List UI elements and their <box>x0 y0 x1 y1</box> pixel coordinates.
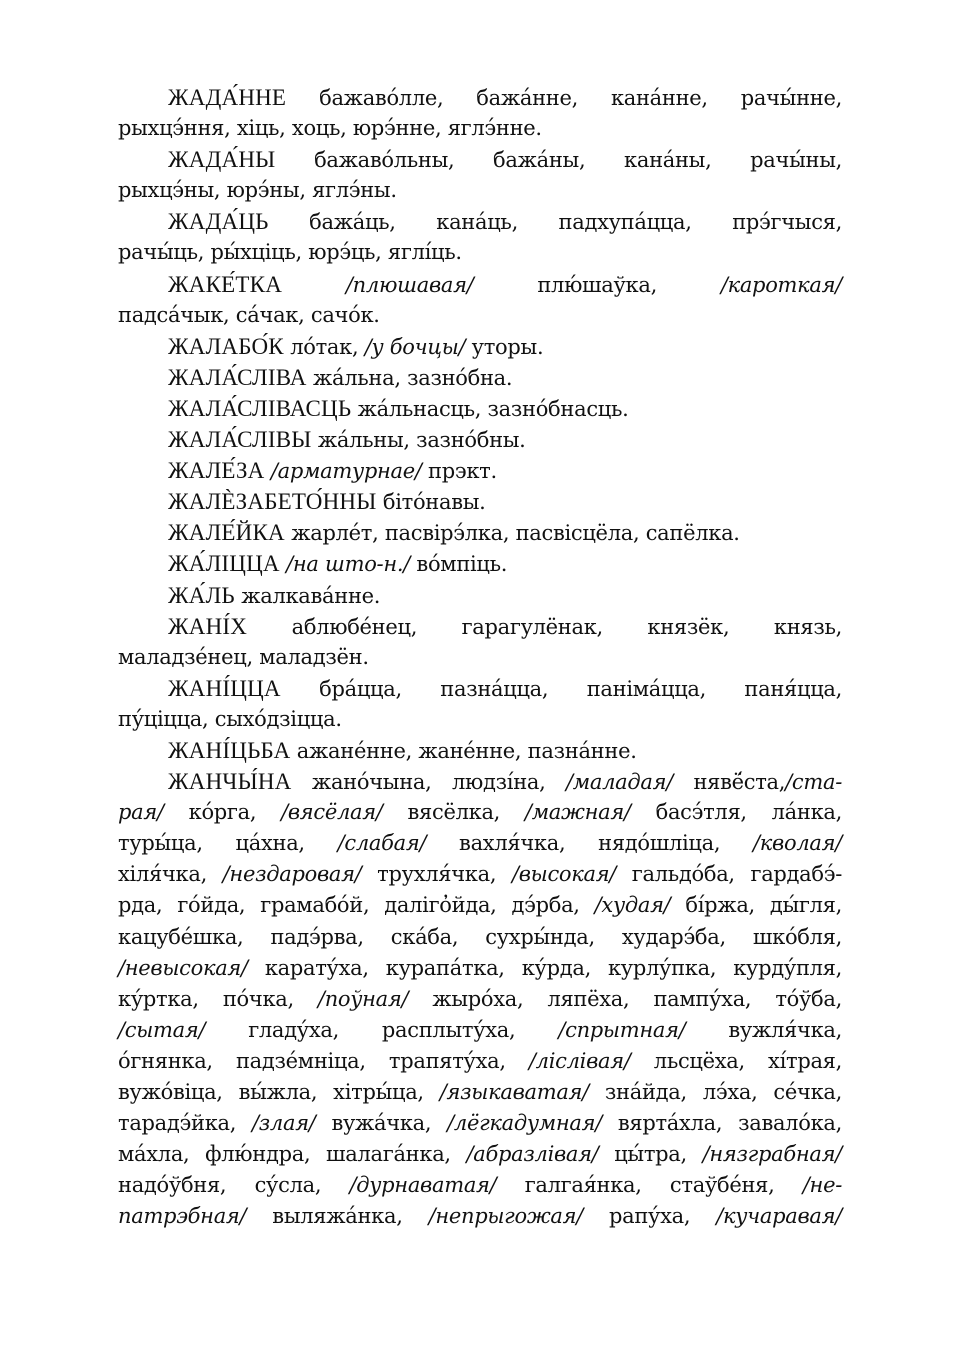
synonym-text: плю́шаўка, <box>473 272 721 297</box>
synonym-text: вужо́віца, вы́жла, хітры́ца, <box>118 1080 440 1104</box>
synonym-text: аблюбе́нец, гарагулёнак, князёк, князь, <box>247 614 842 639</box>
usage-qualifier: /злая/ <box>251 1111 316 1136</box>
synonym-text: вужля́чка, <box>685 1017 843 1042</box>
synonym-text: цы́тра, <box>598 1142 703 1167</box>
text-line <box>118 1139 842 1170</box>
synonym-text <box>282 273 346 297</box>
usage-qualifier: /ста- <box>785 770 843 795</box>
entry-headword: ЖАНЧЫ́НА <box>168 769 292 795</box>
synonym-text: бажаво́лле, бажа́нне, кана́нне, рачы́нне, <box>286 86 842 110</box>
usage-qualifier: /языкаватая/ <box>439 1080 589 1104</box>
usage-qualifier: /нездаровая/ <box>222 862 362 887</box>
text-line <box>118 144 842 175</box>
usage-qualifier: /кволая/ <box>753 831 842 856</box>
text-line <box>118 953 842 984</box>
synonym-text: хіля́чка, <box>118 862 223 887</box>
text-line <box>118 704 842 735</box>
text-line <box>118 1170 842 1201</box>
entry-headword: ЖА́ЛІЦЦА <box>168 551 280 577</box>
synonym-text: вахля́чка, нядо́шліца, <box>426 831 754 856</box>
synonym-text: біто́навы. <box>376 490 486 515</box>
entry-headword: ЖАНІ́ЦЬБА <box>168 737 291 763</box>
synonym-text: жа́льны, зазно́бны. <box>311 428 526 453</box>
text-line <box>118 859 842 890</box>
text-line <box>118 113 842 144</box>
text-line <box>118 548 842 579</box>
synonym-text: тарадэ́йка, <box>118 1111 252 1136</box>
text-line <box>118 1046 842 1077</box>
text-line <box>118 362 842 393</box>
synonym-text: вужа́чка, <box>315 1111 448 1136</box>
synonym-text: вясёлка, <box>382 800 525 825</box>
synonym-text: трухля́чка, <box>361 862 512 887</box>
synonym-text: басэ́тля, ла́нка, <box>630 800 843 825</box>
entry-headword: ЖАЛА́СЛІВА <box>168 364 307 390</box>
usage-qualifier: /высокая/ <box>511 862 617 887</box>
text-line <box>118 237 842 268</box>
usage-qualifier: /спрытная/ <box>558 1017 686 1042</box>
usage-qualifier: /мажная/ <box>524 800 631 825</box>
text-line <box>118 1108 842 1139</box>
text-line <box>118 175 842 206</box>
dictionary-page <box>118 82 842 1232</box>
text-line <box>118 393 842 424</box>
text-line <box>118 735 842 766</box>
text-line <box>118 642 842 673</box>
synonym-text: жалкава́нне. <box>234 583 381 608</box>
entry-headword: ЖА́ЛЬ <box>168 582 235 608</box>
text-line <box>118 206 842 237</box>
synonym-text: надо́ўбня, су́сла, <box>118 1173 350 1198</box>
synonym-text: падса́чык, са́чак, сачо́к. <box>118 302 380 327</box>
usage-qualifier: /поўная/ <box>317 986 409 1011</box>
synonym-text: бажа́ць, кана́ць, падхупа́цца, прэ́гчыся, <box>268 210 842 235</box>
synonym-text: ко́рга, <box>163 800 282 825</box>
text-line <box>118 517 842 548</box>
synonym-text: жа́льнасць, зазно́бнасць. <box>351 396 629 421</box>
text-line <box>118 797 842 828</box>
usage-qualifier: /кароткая/ <box>720 272 842 297</box>
text-line <box>118 890 842 921</box>
synonym-text: гальдо́ба, гардабэ́- <box>616 862 843 887</box>
synonym-text: бажаво́льны, бажа́ны, кана́ны, рачы́ны, <box>275 148 842 173</box>
text-line <box>118 828 842 859</box>
synonym-text: бі́ржа, ды́гля, <box>670 893 842 918</box>
synonym-text: жано́чына, людзі́на, <box>291 770 566 795</box>
usage-qualifier: /дурнаватая/ <box>349 1173 497 1198</box>
synonym-text: нявё́ста, <box>672 770 786 795</box>
text-line <box>118 1201 842 1232</box>
text-line <box>118 580 842 611</box>
usage-qualifier: /маладая/ <box>565 770 673 795</box>
synonym-text: во́мпіць. <box>410 552 508 577</box>
synonym-text: галгая́нка, стаўбе́ня, <box>496 1173 803 1198</box>
usage-qualifier: /слабая/ <box>337 831 427 856</box>
text-line <box>118 82 842 113</box>
usage-qualifier: /худая/ <box>594 893 671 918</box>
text-line <box>118 269 842 300</box>
usage-qualifier: /арматурнае/ <box>270 459 422 484</box>
usage-qualifier: /непрыгожая/ <box>428 1204 583 1229</box>
synonym-text: пу́ціцца, сыхо́дзіцца. <box>118 706 342 731</box>
text-line <box>118 424 842 455</box>
synonym-text: зна́йда, лэ́ха, се́чка, <box>588 1080 843 1104</box>
entry-headword: ЖАНІ́Х <box>168 613 248 639</box>
text-line <box>118 766 842 797</box>
text-line <box>118 611 842 642</box>
synonym-text: ку́ртка, по́чка, <box>118 986 318 1011</box>
synonym-text: карату́ха, курапа́тка, ку́рда, курлу́пка, курду́пля, <box>247 955 842 980</box>
usage-qualifier: рая/ <box>118 800 164 825</box>
usage-qualifier: /плюшавая/ <box>345 272 474 297</box>
synonym-text: уторы. <box>465 334 544 359</box>
entry-headword: ЖАДА́ЦЬ <box>168 209 269 235</box>
usage-qualifier: /невысокая/ <box>118 955 248 980</box>
synonym-text: кацубе́шка, падэ́рва, ска́ба, сухры́нда, хударэ́ба, шко́бля, <box>118 924 842 949</box>
entry-headword: ЖАЛАБО́К <box>168 333 284 359</box>
usage-qualifier: /нязграбная/ <box>702 1142 842 1167</box>
usage-qualifier: патрэбная/ <box>118 1204 247 1229</box>
synonym-text: рачы́ць, ры́хціць, юрэ́ць, яглі́ць. <box>118 240 462 265</box>
text-line <box>118 1015 842 1046</box>
synonym-text: ло́так, <box>283 334 365 359</box>
synonym-text: бра́цца, пазна́цца, паніма́цца, паня́цца, <box>280 676 842 701</box>
entry-headword: ЖАЛЕ́ЙКА <box>168 520 285 546</box>
synonym-text: гладу́ха, расплыту́ха, <box>205 1017 559 1042</box>
synonym-text: о́гнянка, падзе́мніца, трапяту́ха, <box>118 1048 529 1073</box>
text-line <box>118 331 842 362</box>
usage-qualifier: /кучаравая/ <box>716 1204 842 1229</box>
text-line <box>118 455 842 486</box>
synonym-text: прэкт. <box>421 459 497 484</box>
entry-headword: ЖАНІ́ЦЦА <box>168 675 281 701</box>
synonym-text: туры́ца, ца́хна, <box>118 831 338 856</box>
usage-qualifier: /ліслівая/ <box>528 1048 631 1073</box>
entry-headword: ЖАЛЕ́ЗА <box>168 458 265 484</box>
synonym-text: жыро́ха, ляпёха, пампу́ха, то́ўба, <box>408 986 842 1011</box>
text-line <box>118 300 842 331</box>
usage-qualifier: /лёгкадумная/ <box>447 1111 603 1136</box>
synonym-text: ажане́нне, жане́нне, пазна́нне. <box>290 738 637 763</box>
usage-qualifier: /сытая/ <box>118 1017 206 1042</box>
usage-qualifier: /не- <box>802 1173 842 1198</box>
text-line <box>118 984 842 1015</box>
entry-headword: ЖАЛЀЗАБЕТО́ННЫ <box>168 489 377 515</box>
usage-qualifier: /у бочцы/ <box>364 334 466 359</box>
entry-headword: ЖАДА́ННЕ <box>168 85 287 110</box>
synonym-text: рда, го́йда, грамабо́й, далігo̓йда, дэ́рба, <box>118 893 595 918</box>
text-line <box>118 1077 842 1108</box>
synonym-text: выляжа́нка, <box>246 1204 429 1229</box>
text-line <box>118 673 842 704</box>
synonym-text: жарле́т, пасвірэ́лка, пасвісцёла, сапёлка. <box>284 521 740 546</box>
entry-headword: ЖАЛА́СЛІВАСЦЬ <box>168 395 352 421</box>
text-line <box>118 922 842 953</box>
usage-qualifier: /вясёлая/ <box>281 800 383 825</box>
usage-qualifier: /на што-н./ <box>286 552 411 577</box>
text-line <box>118 486 842 517</box>
synonym-text: рыхцэ́ны, юрэ́ны, яглэ́ны. <box>118 178 397 203</box>
synonym-text: ма́хла, флю́ндра, шалага́нка, <box>118 1142 467 1167</box>
entry-headword: ЖАЛА́СЛІВЫ <box>168 427 312 453</box>
synonym-text: льсцёха, хі́трая, <box>630 1048 843 1073</box>
synonym-text: маладзе́нец, маладзён. <box>118 644 369 669</box>
entry-headword: ЖАКЕ́ТКА <box>168 271 283 297</box>
synonym-text: вярта́хла, завало́ка, <box>602 1111 842 1136</box>
usage-qualifier: /абразлівая/ <box>466 1142 599 1167</box>
synonym-text: рыхцэ́ння, хіць, хоць, юрэ́нне, яглэ́нне. <box>118 116 542 141</box>
entry-headword: ЖАДА́НЫ <box>168 147 276 173</box>
synonym-text: жа́льна, зазно́бна. <box>306 365 513 390</box>
synonym-text: рапу́ха, <box>583 1204 717 1229</box>
